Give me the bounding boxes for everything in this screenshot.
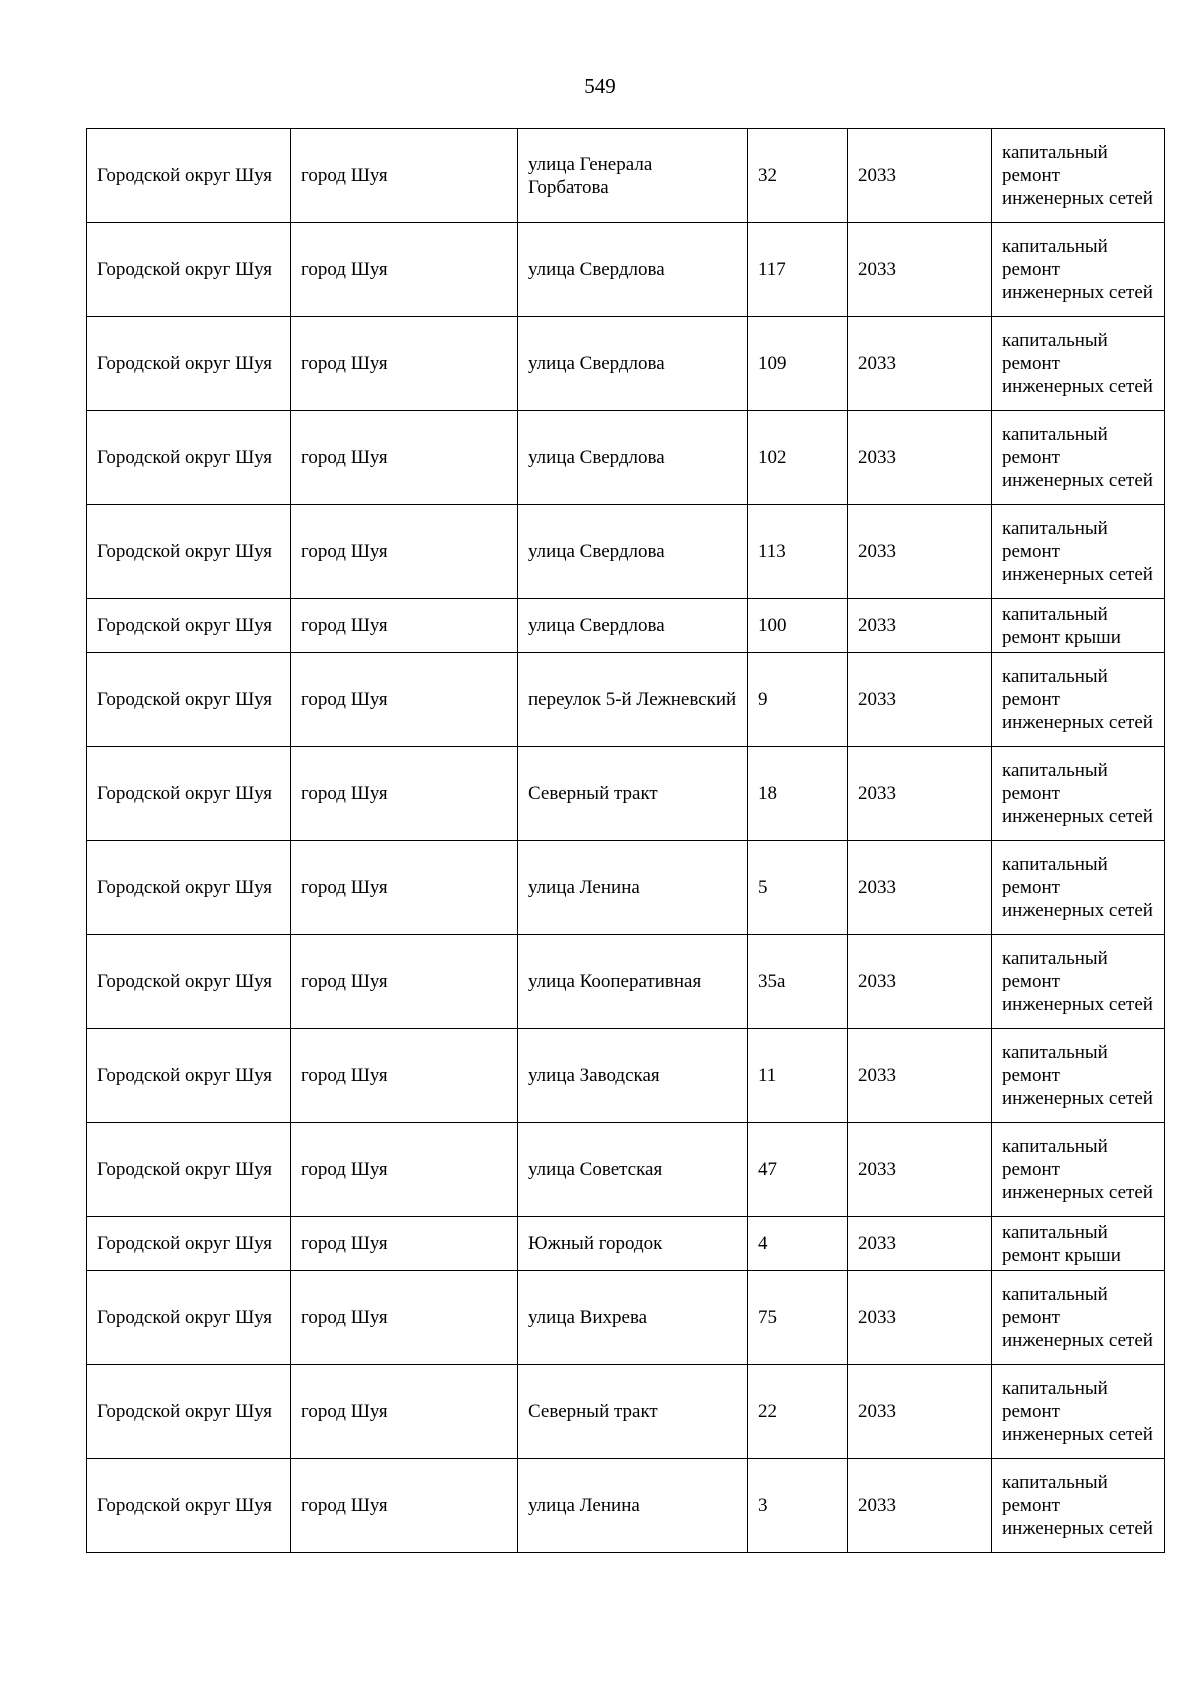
locality-cell: город Шуя <box>291 1123 518 1217</box>
locality-cell: город Шуя <box>291 129 518 223</box>
year-cell: 2033 <box>848 1123 992 1217</box>
street-cell: Северный тракт <box>518 747 748 841</box>
year-cell: 2033 <box>848 505 992 599</box>
locality-cell: город Шуя <box>291 653 518 747</box>
district-cell: Городской округ Шуя <box>87 747 291 841</box>
work-type-cell: капитальный ремонт инженерных сетей <box>992 747 1165 841</box>
year-cell: 2033 <box>848 841 992 935</box>
year-cell: 2033 <box>848 599 992 653</box>
year-cell: 2033 <box>848 653 992 747</box>
table-row <box>87 653 1165 747</box>
year-cell: 2033 <box>848 747 992 841</box>
table-row <box>87 599 1165 653</box>
district-cell: Городской округ Шуя <box>87 223 291 317</box>
district-cell: Городской округ Шуя <box>87 1029 291 1123</box>
house-number-cell: 102 <box>748 411 848 505</box>
street-cell: улица Свердлова <box>518 223 748 317</box>
street-cell: улица Генерала Горбатова <box>518 129 748 223</box>
street-cell: улица Свердлова <box>518 317 748 411</box>
street-cell: улица Советская <box>518 1123 748 1217</box>
locality-cell: город Шуя <box>291 223 518 317</box>
table-row <box>87 1459 1165 1553</box>
district-cell: Городской округ Шуя <box>87 599 291 653</box>
locality-cell: город Шуя <box>291 1029 518 1123</box>
district-cell: Городской округ Шуя <box>87 1123 291 1217</box>
work-type-cell: капитальный ремонт инженерных сетей <box>992 223 1165 317</box>
year-cell: 2033 <box>848 1029 992 1123</box>
work-type-cell: капитальный ремонт инженерных сетей <box>992 129 1165 223</box>
work-type-cell: капитальный ремонт крыши <box>992 599 1165 653</box>
table-row <box>87 1029 1165 1123</box>
year-cell: 2033 <box>848 317 992 411</box>
house-number-cell: 75 <box>748 1271 848 1365</box>
work-type-cell: капитальный ремонт инженерных сетей <box>992 317 1165 411</box>
work-type-cell: капитальный ремонт инженерных сетей <box>992 505 1165 599</box>
street-cell: улица Кооперативная <box>518 935 748 1029</box>
street-cell: улица Свердлова <box>518 505 748 599</box>
house-number-cell: 4 <box>748 1217 848 1271</box>
work-type-cell: капитальный ремонт инженерных сетей <box>992 1271 1165 1365</box>
work-type-cell: капитальный ремонт инженерных сетей <box>992 935 1165 1029</box>
house-number-cell: 3 <box>748 1459 848 1553</box>
locality-cell: город Шуя <box>291 411 518 505</box>
house-number-cell: 32 <box>748 129 848 223</box>
district-cell: Городской округ Шуя <box>87 317 291 411</box>
table-row <box>87 129 1165 223</box>
house-number-cell: 11 <box>748 1029 848 1123</box>
table-row <box>87 935 1165 1029</box>
work-type-cell: капитальный ремонт инженерных сетей <box>992 1459 1165 1553</box>
district-cell: Городской округ Шуя <box>87 505 291 599</box>
work-type-cell: капитальный ремонт крыши <box>992 1217 1165 1271</box>
house-number-cell: 109 <box>748 317 848 411</box>
table-body <box>87 129 1165 1553</box>
street-cell: улица Свердлова <box>518 599 748 653</box>
street-cell: Северный тракт <box>518 1365 748 1459</box>
locality-cell: город Шуя <box>291 505 518 599</box>
street-cell: Южный городок <box>518 1217 748 1271</box>
table-row <box>87 1271 1165 1365</box>
district-cell: Городской округ Шуя <box>87 1459 291 1553</box>
house-number-cell: 22 <box>748 1365 848 1459</box>
table-row <box>87 841 1165 935</box>
year-cell: 2033 <box>848 223 992 317</box>
page-number: 549 <box>584 74 616 98</box>
table-row <box>87 317 1165 411</box>
year-cell: 2033 <box>848 1459 992 1553</box>
locality-cell: город Шуя <box>291 841 518 935</box>
district-cell: Городской округ Шуя <box>87 1217 291 1271</box>
street-cell: переулок 5-й Лежневский <box>518 653 748 747</box>
street-cell: улица Свердлова <box>518 411 748 505</box>
table-row <box>87 1123 1165 1217</box>
district-cell: Городской округ Шуя <box>87 935 291 1029</box>
table-row <box>87 411 1165 505</box>
locality-cell: город Шуя <box>291 317 518 411</box>
district-cell: Городской округ Шуя <box>87 129 291 223</box>
house-number-cell: 113 <box>748 505 848 599</box>
work-type-cell: капитальный ремонт инженерных сетей <box>992 1365 1165 1459</box>
work-type-cell: капитальный ремонт инженерных сетей <box>992 1123 1165 1217</box>
table-row <box>87 505 1165 599</box>
table-row <box>87 1217 1165 1271</box>
table-row <box>87 223 1165 317</box>
year-cell: 2033 <box>848 935 992 1029</box>
house-number-cell: 100 <box>748 599 848 653</box>
district-cell: Городской округ Шуя <box>87 411 291 505</box>
work-type-cell: капитальный ремонт инженерных сетей <box>992 653 1165 747</box>
work-type-cell: капитальный ремонт инженерных сетей <box>992 411 1165 505</box>
locality-cell: город Шуя <box>291 1459 518 1553</box>
housing-repair-table <box>86 128 1165 1553</box>
house-number-cell: 117 <box>748 223 848 317</box>
year-cell: 2033 <box>848 1365 992 1459</box>
year-cell: 2033 <box>848 1217 992 1271</box>
work-type-cell: капитальный ремонт инженерных сетей <box>992 841 1165 935</box>
year-cell: 2033 <box>848 411 992 505</box>
year-cell: 2033 <box>848 129 992 223</box>
house-number-cell: 9 <box>748 653 848 747</box>
street-cell: улица Вихрева <box>518 1271 748 1365</box>
locality-cell: город Шуя <box>291 1217 518 1271</box>
year-cell: 2033 <box>848 1271 992 1365</box>
locality-cell: город Шуя <box>291 935 518 1029</box>
locality-cell: город Шуя <box>291 599 518 653</box>
house-number-cell: 35а <box>748 935 848 1029</box>
street-cell: улица Ленина <box>518 1459 748 1553</box>
district-cell: Городской округ Шуя <box>87 1271 291 1365</box>
street-cell: улица Заводская <box>518 1029 748 1123</box>
house-number-cell: 18 <box>748 747 848 841</box>
locality-cell: город Шуя <box>291 1271 518 1365</box>
locality-cell: город Шуя <box>291 747 518 841</box>
table-row <box>87 747 1165 841</box>
house-number-cell: 5 <box>748 841 848 935</box>
district-cell: Городской округ Шуя <box>87 841 291 935</box>
district-cell: Городской округ Шуя <box>87 653 291 747</box>
house-number-cell: 47 <box>748 1123 848 1217</box>
street-cell: улица Ленина <box>518 841 748 935</box>
table-row <box>87 1365 1165 1459</box>
locality-cell: город Шуя <box>291 1365 518 1459</box>
district-cell: Городской округ Шуя <box>87 1365 291 1459</box>
work-type-cell: капитальный ремонт инженерных сетей <box>992 1029 1165 1123</box>
